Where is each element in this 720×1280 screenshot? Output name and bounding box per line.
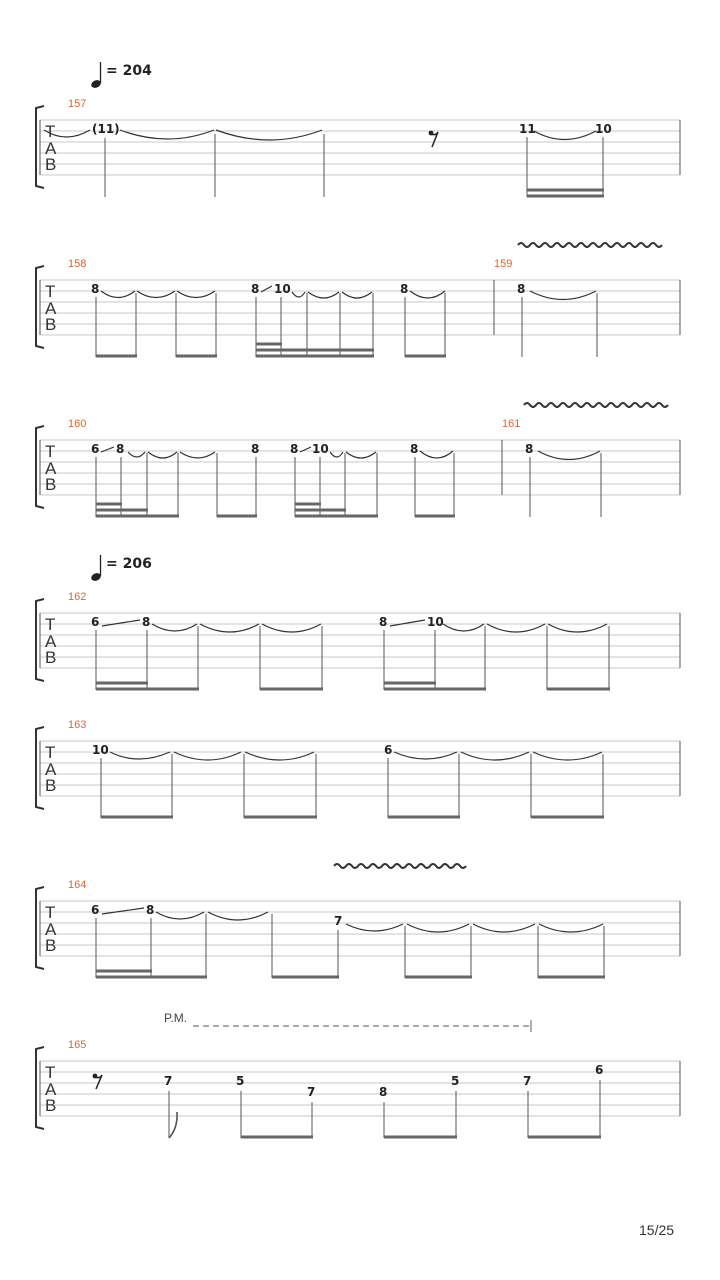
fret-number: 8: [410, 442, 419, 456]
fret-number: 6: [91, 615, 100, 629]
tab-letter-t: T: [45, 743, 56, 762]
fret-number: 10: [274, 282, 291, 296]
fret-number: 8: [142, 615, 151, 629]
fret-number: 6: [91, 442, 100, 456]
eighth-rest: [429, 131, 438, 147]
staff-lines: [40, 1061, 680, 1116]
fret-number: 7: [164, 1074, 173, 1088]
tab-letter-t: T: [45, 442, 56, 461]
staff-lines: [40, 741, 680, 796]
fret-number: 5: [451, 1074, 460, 1088]
fret-number: 7: [523, 1074, 532, 1088]
staff-system-7: [36, 1039, 680, 1138]
fret-number: 7: [307, 1085, 316, 1099]
fret-number: 10: [92, 743, 109, 757]
fret-number: 8: [116, 442, 125, 456]
tab-letter-a: A: [45, 1080, 57, 1099]
tab-letter-a: A: [45, 920, 57, 939]
tempo-text: = 204: [106, 63, 152, 79]
tab-letter-a: A: [45, 139, 57, 158]
palm-mute-label: P.M.: [164, 1011, 188, 1025]
tab-letter-t: T: [45, 282, 56, 301]
tab-letter-a: A: [45, 760, 57, 779]
fret-number: 5: [236, 1074, 245, 1088]
staff-system-2: [36, 243, 680, 357]
vibrato-line: [524, 403, 668, 407]
vibrato-line: [518, 243, 662, 247]
tempo-marking: [90, 555, 152, 582]
measure-number: 160: [68, 418, 87, 430]
vibrato-line: [334, 864, 466, 868]
measure-number: 161: [502, 418, 521, 430]
measure-number: 164: [68, 879, 87, 891]
tab-letter-b: B: [45, 776, 57, 795]
fret-number: 8: [400, 282, 409, 296]
fret-number: 7: [334, 914, 343, 928]
tab-letter-a: A: [45, 632, 57, 651]
fret-number: 6: [384, 743, 393, 757]
fret-number: 10: [595, 122, 612, 136]
fret-number: 8: [517, 282, 526, 296]
fret-number: 8: [525, 442, 534, 456]
staff-lines: [40, 613, 680, 668]
measure-number: 162: [68, 591, 87, 603]
fret-number: 8: [290, 442, 299, 456]
fret-number: 8: [146, 903, 155, 917]
fret-number: 8: [91, 282, 100, 296]
measure-number: 163: [68, 719, 87, 731]
fret-number: 10: [427, 615, 444, 629]
measure-number: 158: [68, 258, 87, 270]
fret-number: 8: [251, 442, 260, 456]
fret-number: 6: [595, 1063, 604, 1077]
fret-number: 8: [251, 282, 260, 296]
page-number: 15/25: [639, 1222, 675, 1238]
fret-number: 8: [379, 1085, 388, 1099]
tab-letter-t: T: [45, 122, 56, 141]
tab-letter-a: A: [45, 299, 57, 318]
tab-letter-b: B: [45, 936, 57, 955]
tempo-marking: [90, 62, 152, 89]
tab-letter-b: B: [45, 475, 57, 494]
staff-lines: [40, 120, 680, 175]
tab-letter-b: B: [45, 1096, 57, 1115]
tab-letter-a: A: [45, 459, 57, 478]
tab-letter-b: B: [45, 315, 57, 334]
tempo-text: = 206: [106, 556, 152, 572]
staff-system-6: [36, 864, 680, 978]
tab-letter-b: B: [45, 648, 57, 667]
staff-system-1: [36, 98, 680, 197]
fret-number: 10: [312, 442, 329, 456]
tab-letter-b: B: [45, 155, 57, 174]
fret-number: 11: [519, 122, 536, 136]
measure-number: 157: [68, 98, 87, 110]
fret-number: (11): [92, 122, 120, 136]
measure-number: 165: [68, 1039, 87, 1051]
tab-letter-t: T: [45, 1063, 56, 1082]
staff-system-5: [36, 719, 680, 818]
tab-letter-t: T: [45, 903, 56, 922]
tab-letter-t: T: [45, 615, 56, 634]
eighth-rest: [93, 1074, 102, 1089]
palm-mute-marking: [164, 1011, 531, 1032]
fret-number: 6: [91, 903, 100, 917]
fret-number: 8: [379, 615, 388, 629]
staff-lines: [40, 440, 680, 495]
staff-system-4: [36, 591, 680, 690]
measure-number: 159: [494, 258, 513, 270]
staff-system-3: [36, 403, 680, 517]
